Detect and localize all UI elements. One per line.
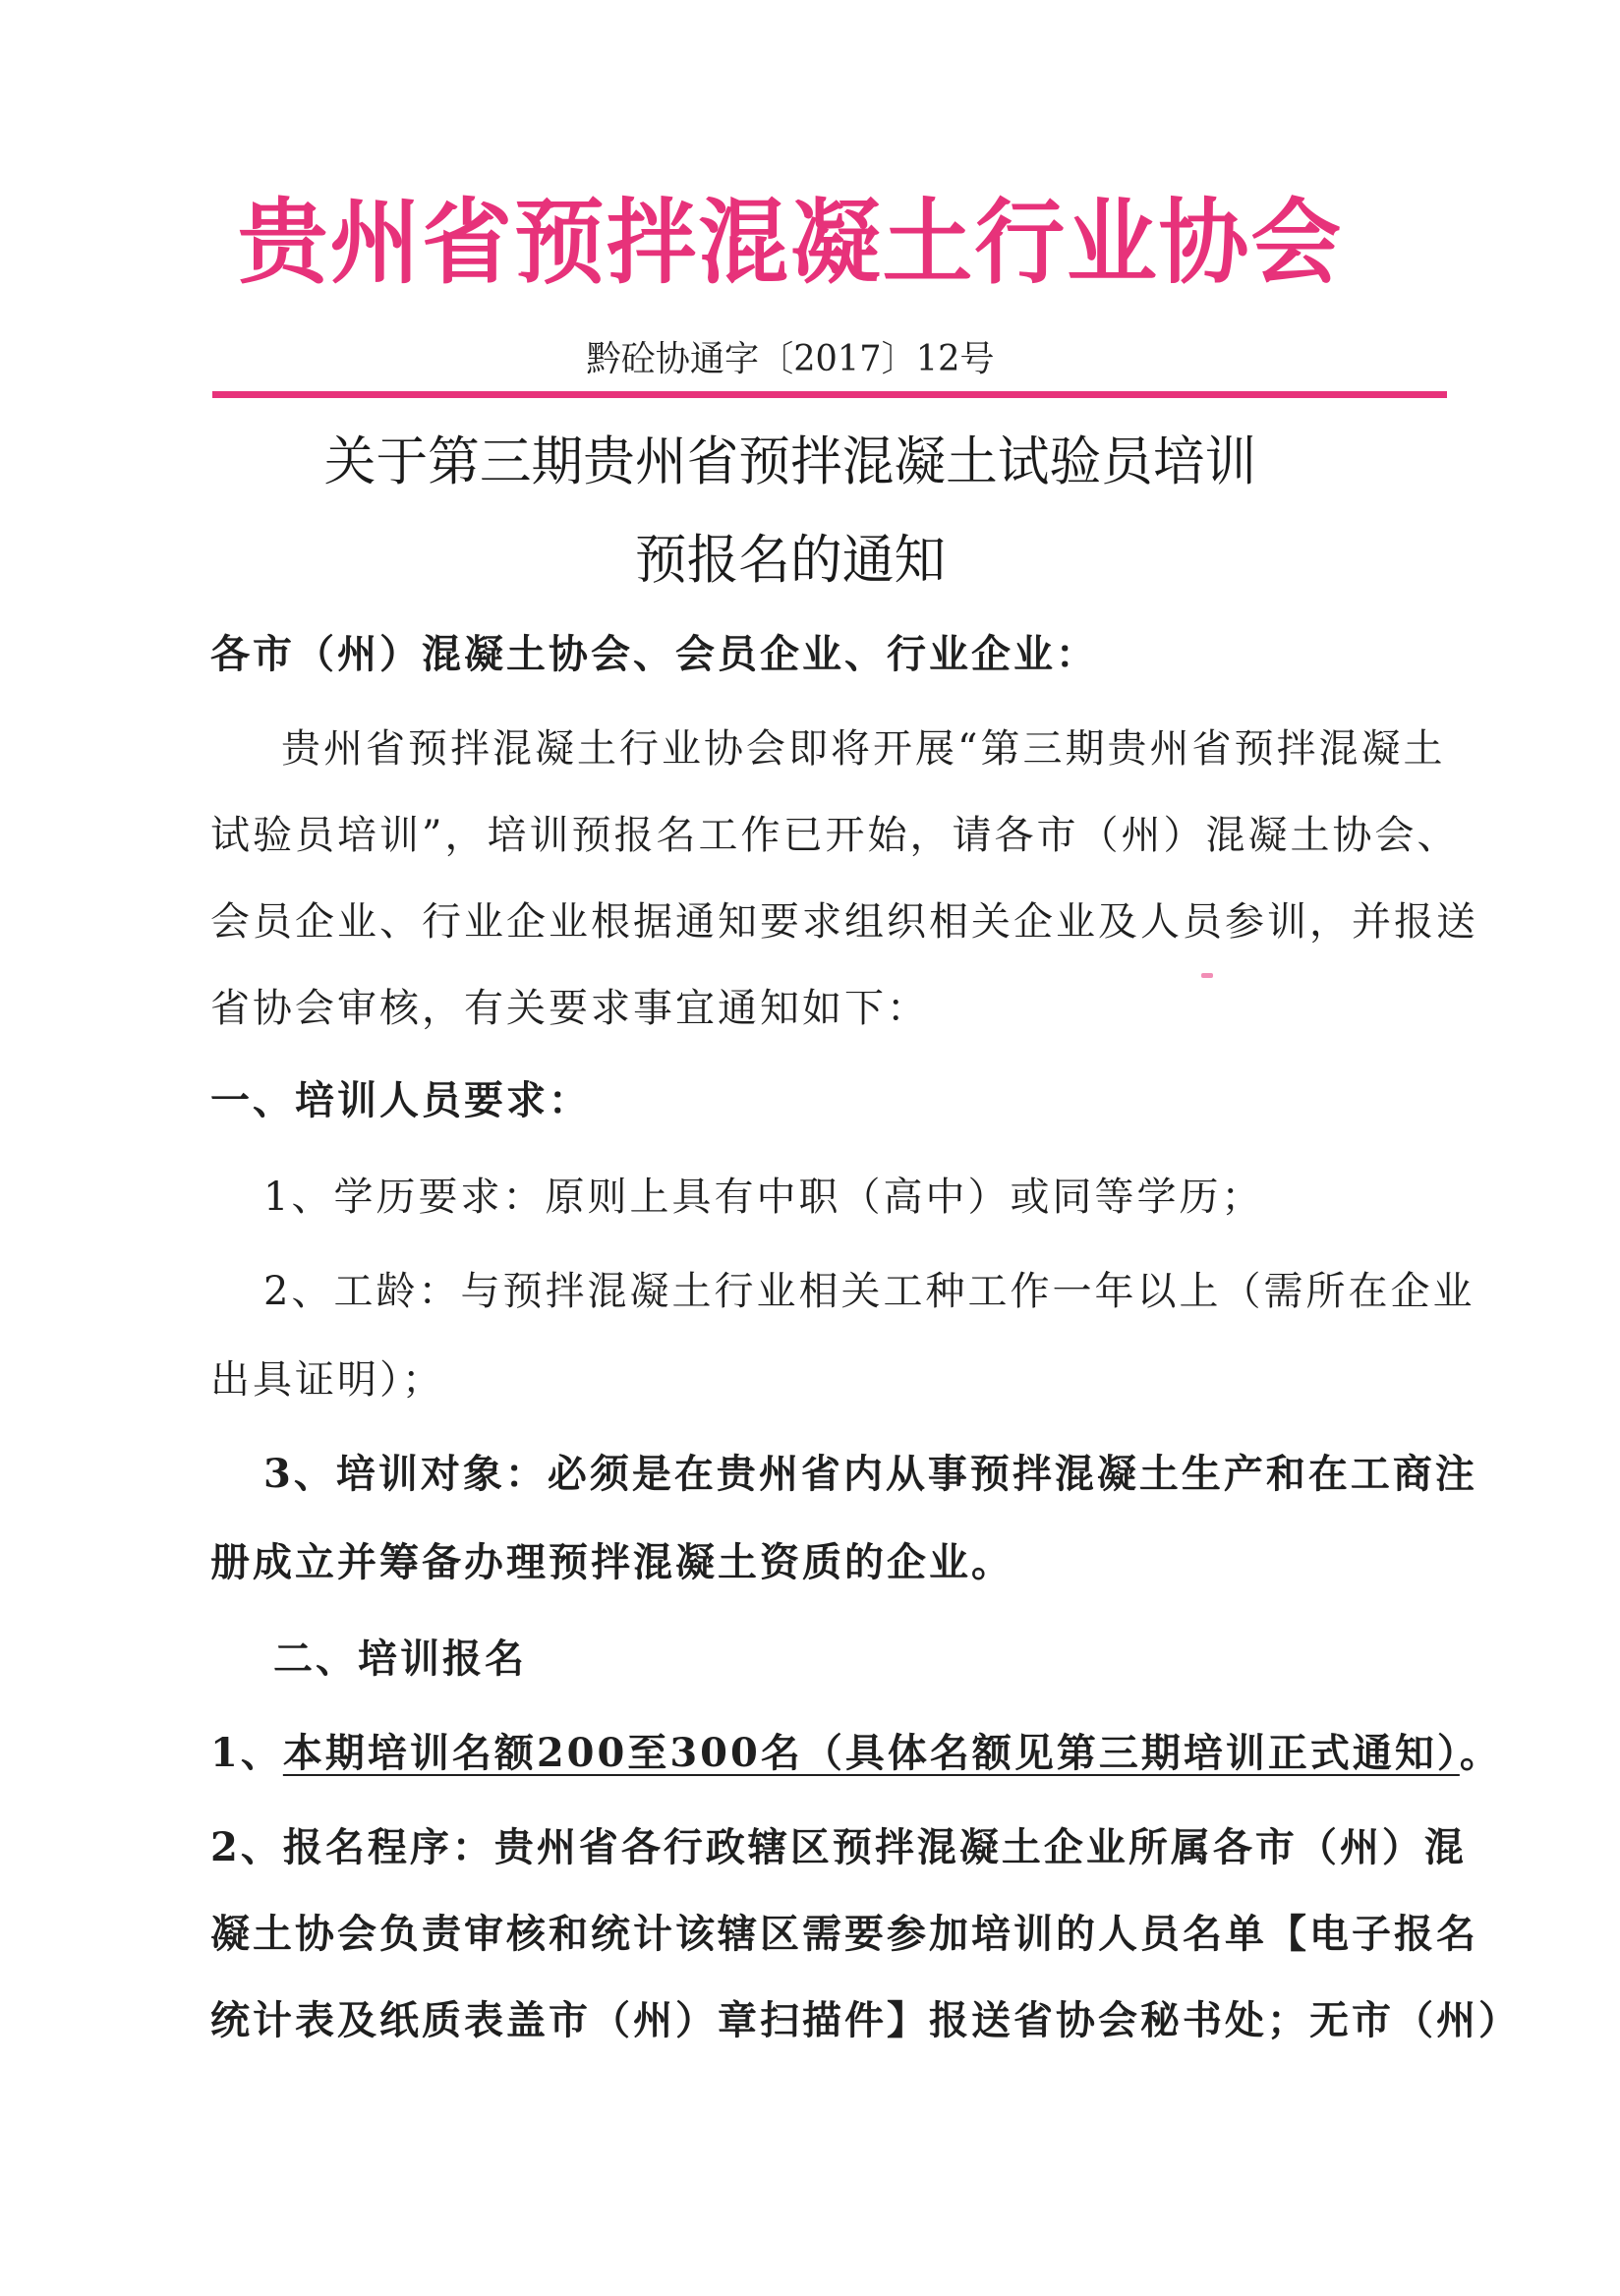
requirement-item-2-continued: 出具证明）； [210, 1357, 444, 1403]
registration-quota-underlined: 本期培训名额200至300名（具体名额见第三期培训正式通知） [282, 1730, 1460, 1776]
requirement-item-2: 2、工龄：与预拌混凝土行业相关工种工作一年以上（需所在企业 [263, 1269, 1475, 1314]
letterhead-red-rule [212, 391, 1447, 398]
registration-item-1 [210, 1730, 1502, 1777]
registration-procedure-line: 凝土协会负责审核和统计该辖区需要参加培训的人员名单【电子报名 [210, 1911, 1478, 1957]
requirement-item-3: 3、培训对象：必须是在贵州省内从事预拌混凝土生产和在工商注 [263, 1451, 1477, 1497]
requirement-item-3-continued: 册成立并筹备办理预拌混凝土资质的企业。 [210, 1539, 1013, 1585]
scan-mark [1201, 973, 1213, 978]
registration-procedure-line: 统计表及纸质表盖市（州）章扫描件】报送省协会秘书处；无市（州） [210, 1997, 1521, 2043]
section-1-heading: 一、培训人员要求： [210, 1077, 591, 1123]
intro-line: 省协会审核，有关要求事宜通知如下： [210, 986, 929, 1031]
document-number: 黔砼协通字〔2017〕12号 [586, 339, 995, 379]
notice-title-line-2: 预报名的通知 [634, 529, 947, 591]
section-2-heading: 二、培训报名 [273, 1636, 527, 1682]
registration-item-1-suffix: 。 [1459, 1730, 1502, 1776]
intro-line: 试验员培训”，培训预报名工作已开始，请各市（州）混凝土协会、 [210, 813, 1460, 858]
registration-item-1-prefix: 1、 [210, 1730, 283, 1776]
requirement-item-1: 1、学历要求：原则上具有中职（高中）或同等学历； [263, 1175, 1264, 1220]
salutation: 各市（州）混凝土协会、会员企业、行业企业： [210, 631, 1098, 677]
organization-letterhead-title: 贵州省预拌混凝土行业协会 [237, 190, 1344, 297]
registration-procedure-line: 2、报名程序：贵州省各行政辖区预拌混凝土企业所属各市（州）混 [210, 1824, 1467, 1870]
notice-title-line-1: 关于第三期贵州省预拌混凝土试验员培训 [323, 430, 1257, 492]
intro-line: 贵州省预拌混凝土行业协会即将开展“第三期贵州省预拌混凝土 [281, 726, 1446, 772]
intro-line: 会员企业、行业企业根据通知要求组织相关企业及人员参训，并报送 [210, 899, 1478, 945]
